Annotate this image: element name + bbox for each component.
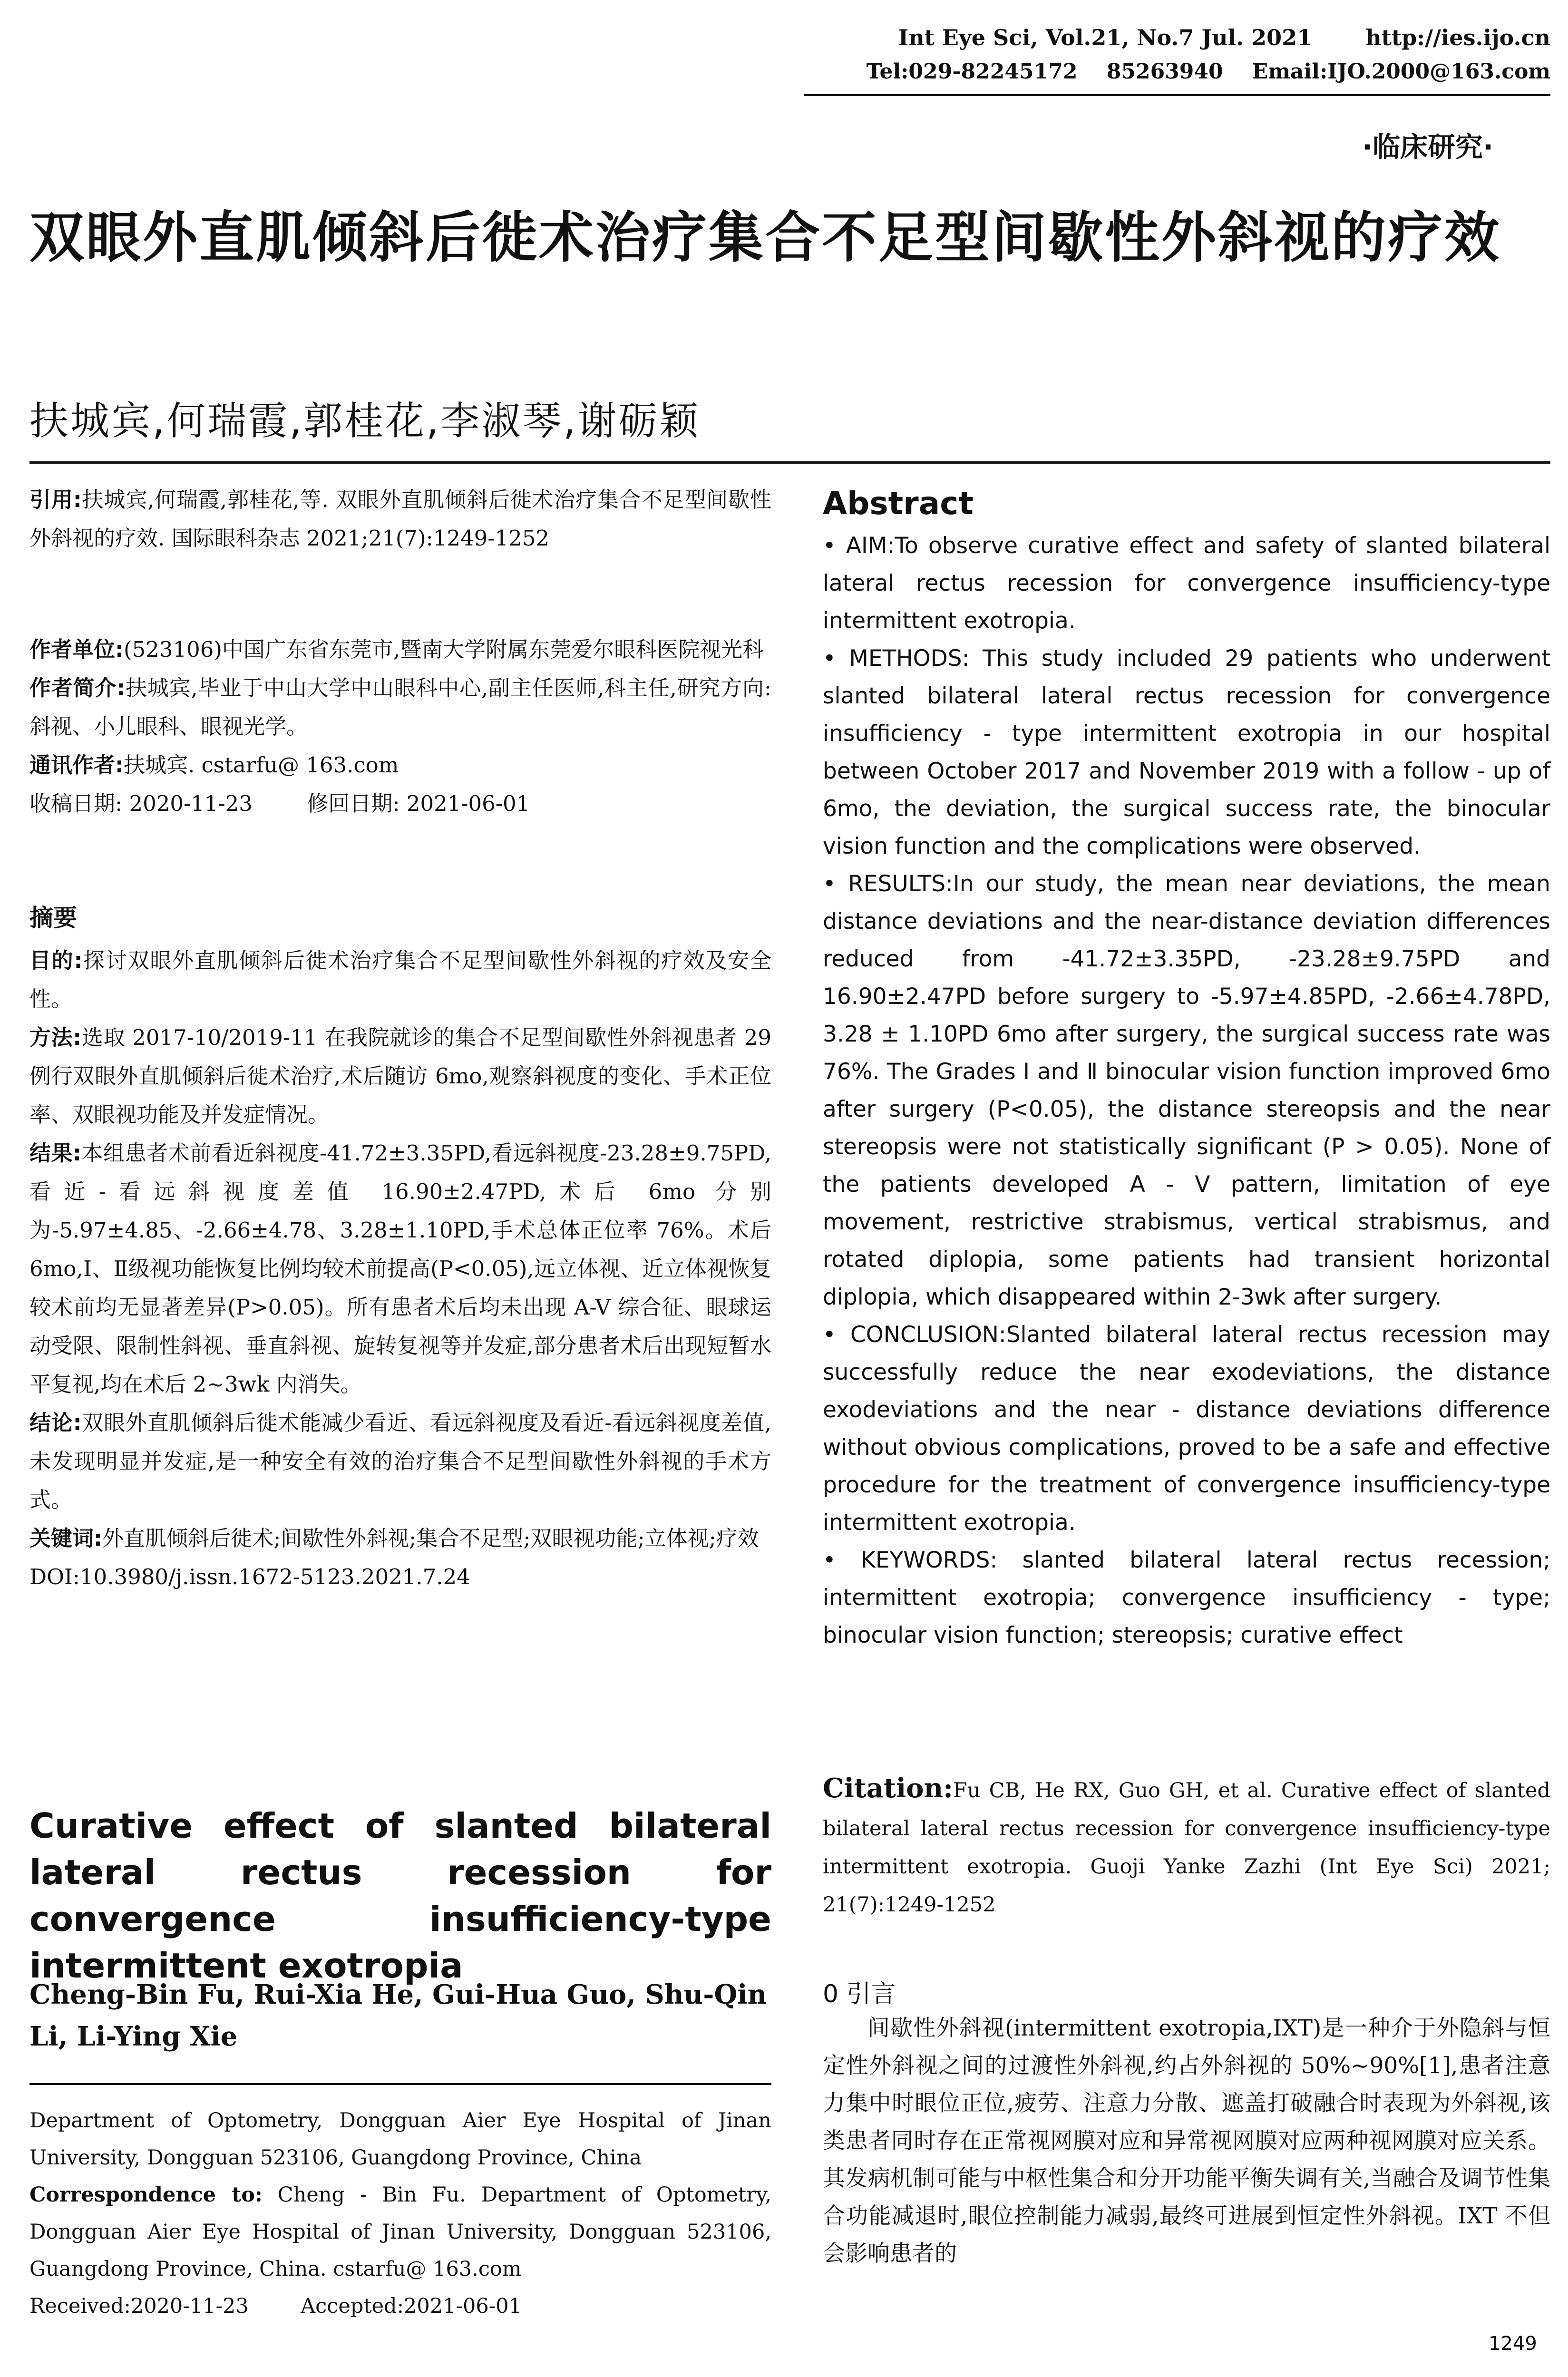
conclusion-cn xyxy=(29,1403,771,1519)
aim-en-text: To observe curative effect and safety of slanted bilateral lateral rectus recession for convergence insufficiency-type intermittent exotropia. xyxy=(823,533,1551,634)
intro-heading: 0 引言 xyxy=(823,1980,896,2008)
citation-cn xyxy=(29,480,771,557)
journal-contact: Tel:029-82245172 85263940 Email:IJO.2000@163.com xyxy=(866,59,1550,84)
citation-en-text: Fu CB, He RX, Guo GH, et al. Curative effect of slanted bilateral lateral rectus recession for convergence insufficiency-type intermittent exotropia. Guoji Yanke Zazhi (Int Eye Sci) 2021; 21(7):1249-1252 xyxy=(823,1779,1550,1917)
results-cn-text: 本组患者术前看近斜视度-41.72±3.35PD,看远斜视度-23.28±9.75PD,看近-看远斜视度差值 16.90±2.47PD,术后 6mo 分别为-5.97±4.85、-2.66±4.78、3.28±1.10PD,手术总体正位率 76%。术后 6mo,Ⅰ、Ⅱ级视功能恢复比例均较术前提高(P<0.05),远立体视、近立体视恢复较术前均无显著差异(P>0.05)。所有患者术后均未出现 A-V 综合征、眼球运动受限、限制性斜视、垂直斜视、旋转复视等并发症,部分患者术后出现短暂水平复视,均在术后 2~3wk 内消失。 xyxy=(29,1140,771,1397)
intro-text: 间歇性外斜视(intermittent exotropia,IXT)是一种介于外隐斜与恒定性外斜视之间的过渡性外斜视,约占外斜视的 50%~90%[1],患者注意力集中时眼位正位,疲劳、注意力分散、遮盖打破融合时表现为外斜视,该类患者同时存在正常视网膜对应和异常视网膜对应两种视网膜对应关系。其发病机制可能与中枢性集合和分开功能平衡失调有关,当融合及调节性集合功能减退时,眼位控制能力减弱,最终可进展到恒定性外斜视。IXT 不但会影响患者的 xyxy=(823,2015,1550,2267)
citation-cn-text: 扶城宾,何瑞霞,郭桂花,等. 双眼外直肌倾斜后徙术治疗集合不足型间歇性外斜视的疗效. 国际眼科杂志 2021;21(7):1249-1252 xyxy=(29,487,772,551)
conclusion-cn-text: 双眼外直肌倾斜后徙术能减少看近、看远斜视度及看近-看远斜视度差值,未发现明显并发症,是一种安全有效的治疗集合不足型间歇性外斜视的手术方式。 xyxy=(29,1410,772,1512)
affiliation-text: (523106)中国广东省东莞市,暨南大学附属东莞爱尔眼科医院视光科 xyxy=(124,637,764,662)
bio-para xyxy=(29,669,771,746)
affil-rule xyxy=(29,2083,771,2085)
department-text: Department of Optometry, Dongguan Aier Eye Hospital of Jinan University, Dongguan 523106, Guangdong Province, China xyxy=(29,2109,771,2170)
citation-en-label: Citation: xyxy=(823,1773,953,1804)
conclusion-en-label: • CONCLUSION: xyxy=(823,1322,1006,1348)
conclusion-cn-label: 结论: xyxy=(29,1410,82,1435)
results-en-label: • RESULTS: xyxy=(823,871,953,897)
aim-en xyxy=(823,527,1550,640)
abstract-cn-heading: 摘要 xyxy=(29,904,77,932)
header-rule xyxy=(804,94,1550,96)
results-cn xyxy=(29,1134,771,1403)
aim-cn xyxy=(29,941,771,1018)
title-rule xyxy=(29,461,1550,464)
methods-cn-text: 选取 2017-10/2019-11 在我院就诊的集合不足型间歇性外斜视患者 29 例行双眼外直肌倾斜后徙术治疗,术后随访 6mo,观察斜视度的变化、手术正位率、双眼视功能及并发症情况。 xyxy=(29,1025,772,1127)
corr-para xyxy=(29,746,771,784)
author-info-block xyxy=(29,630,771,823)
english-affiliation-block xyxy=(29,2102,771,2325)
aim-en-label: • AIM: xyxy=(823,533,895,559)
results-en xyxy=(823,865,1550,1316)
methods-en-text: This study included 29 patients who underwent slanted bilateral lateral rectus recession for convergence insufficiency - type intermittent exotropia in our hospital between October 2017 and November 2019 with a follow - up of 6mo, the deviation, the surgical success rate, the binocular vision function and the complications were observed. xyxy=(823,645,1550,859)
keywords-cn-label: 关键词: xyxy=(29,1526,102,1551)
authors-cn: 扶城宾,何瑞霞,郭桂花,李淑琴,谢砺颖 xyxy=(29,399,701,444)
methods-cn xyxy=(29,1018,771,1134)
keywords-en xyxy=(823,1541,1550,1654)
keywords-en-text: slanted bilateral lateral rectus recession; intermittent exotropia; convergence insufficiency - type; binocular vision function; stereopsis; curative effect xyxy=(823,1547,1550,1648)
conclusion-en xyxy=(823,1316,1550,1541)
methods-cn-label: 方法: xyxy=(29,1025,82,1050)
english-title: Curative effect of slanted bilateral lateral rectus recession for convergence insufficiency-type intermittent exotropia xyxy=(29,1806,771,1986)
results-en-text: In our study, the mean near deviations, the mean distance deviations and the near-distance deviation differences reduced from -41.72±3.35PD, -23.28±9.75PD and 16.90±2.47PD before surgery to -5.97±4.85PD, -2.66±4.78PD, 3.28 ± 1.10PD 6mo after surgery, the surgical success rate was 76%. The Grades Ⅰ and Ⅱ binocular vision function improved 6mo after surgery (P<0.05), the distance stereopsis and the near stereopsis were not statistically significant (P > 0.05). None of the patients developed A - V pattern, limitation of eye movement, restrictive strabismus, vertical strabismus, and rotated diplopia, some patients had transient horizontal diplopia, which disappeared within 2-3wk after surgery. xyxy=(823,871,1550,1310)
keywords-cn xyxy=(29,1519,771,1558)
corr-en-para xyxy=(29,2176,771,2288)
keywords-cn-text: 外直肌倾斜后徙术;间歇性外斜视;集合不足型;双眼视功能;立体视;疗效 xyxy=(102,1526,759,1551)
citation-en xyxy=(823,1769,1550,1924)
aim-cn-text: 探讨双眼外直肌倾斜后徙术治疗集合不足型间歇性外斜视的疗效及安全性。 xyxy=(29,948,771,1012)
corr-en-label: Correspondence to: xyxy=(29,2183,263,2207)
aim-cn-label: 目的: xyxy=(29,948,83,973)
corr-en-text: Cheng - Bin Fu. Department of Optometry, Dongguan Aier Eye Hospital of Jinan University, Dongguan 523106, Guangdong Province, China. cstarfu@ 163.com xyxy=(29,2183,772,2281)
conclusion-en-text: Slanted bilateral lateral rectus recession may successfully reduce the near exodeviations, the distance exodeviations and the near - distance deviations difference without obvious complications, proved to be a safe and effective procedure for the treatment of convergence insufficiency-type intermittent exotropia. xyxy=(823,1322,1550,1536)
methods-en xyxy=(823,640,1550,865)
keywords-en-label: • KEYWORDS: xyxy=(823,1547,998,1573)
methods-en-label: • METHODS: xyxy=(823,645,970,672)
abstract-cn xyxy=(29,899,771,1596)
results-cn-label: 结果: xyxy=(29,1140,81,1166)
bio-text: 扶城宾,毕业于中山大学中山眼科中心,副主任医师,科主任,研究方向:斜视、小儿眼科、眼视光学。 xyxy=(29,675,771,739)
corr-label: 通讯作者: xyxy=(29,752,124,778)
corr-text: 扶城宾. cstarfu@ 163.com xyxy=(124,752,399,778)
page-title: 双眼外直肌倾斜后徙术治疗集合不足型间歇性外斜视的疗效 xyxy=(29,206,1501,270)
received-text: Received:2020-11-23 Accepted:2021-06-01 xyxy=(29,2294,522,2318)
section-label: ·临床研究· xyxy=(1362,131,1493,163)
citation-cn-label: 引用: xyxy=(29,487,82,512)
affiliation-label: 作者单位: xyxy=(29,637,124,662)
doi: DOI:10.3980/j.issn.1672-5123.2021.7.24 xyxy=(29,1564,470,1589)
page-number: 1249 xyxy=(1489,2333,1537,2355)
abstract-en xyxy=(823,527,1550,1654)
affiliation-para xyxy=(29,630,771,669)
english-authors: Cheng-Bin Fu, Rui-Xia He, Gui-Hua Guo, Shu-Qin Li, Li-Ying Xie xyxy=(29,1979,767,2052)
abstract-heading: Abstract xyxy=(823,485,974,522)
bio-label: 作者简介: xyxy=(29,675,126,701)
dates-para: 收稿日期: 2020-11-23 修回日期: 2021-06-01 xyxy=(29,791,530,816)
journal-info: Int Eye Sci, Vol.21, No.7 Jul. 2021 http://ies.ijo.cn xyxy=(898,25,1550,50)
intro-paragraph xyxy=(823,2009,1550,2272)
